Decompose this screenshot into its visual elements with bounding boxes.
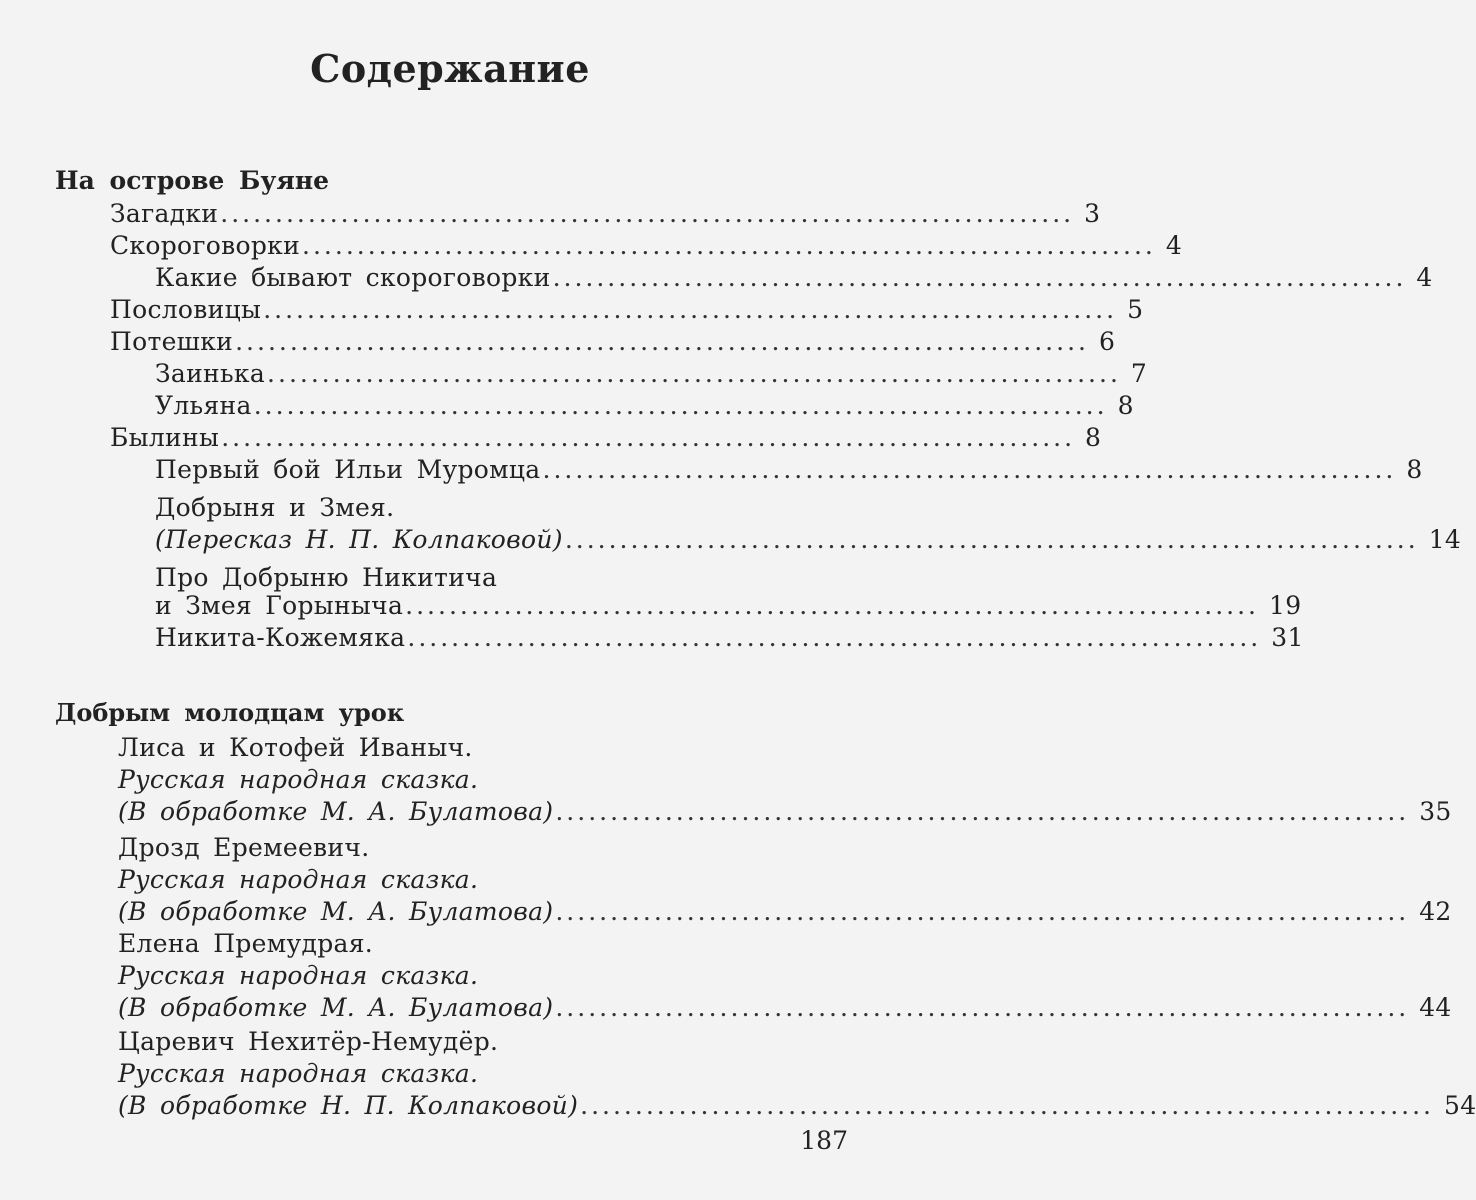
page-title: Содержание bbox=[310, 46, 590, 91]
entry-page: 4 bbox=[1416, 263, 1433, 292]
leader-dots: .............................................................................. bbox=[220, 199, 1075, 228]
page-number: 187 bbox=[800, 1126, 848, 1155]
entry-page: 8 bbox=[1085, 423, 1102, 452]
toc-entry bbox=[118, 992, 1452, 1024]
entry-page: 3 bbox=[1084, 199, 1101, 228]
leader-dots: .............................................................................. bbox=[407, 623, 1262, 652]
entry-title: Заинька bbox=[155, 359, 266, 388]
leader-dots: .............................................................................. bbox=[555, 797, 1410, 826]
entry-note: (В обработке М. А. Булатова) bbox=[118, 897, 554, 926]
entry-note: (В обработке Н. П. Колпаковой) bbox=[118, 1091, 579, 1120]
section-heading: На острове Буяне bbox=[55, 166, 330, 195]
entry-title: Никита-Кожемяка bbox=[155, 623, 406, 652]
entry-page: 6 bbox=[1098, 327, 1116, 356]
toc-entry bbox=[155, 262, 1433, 294]
toc-entry bbox=[118, 896, 1452, 928]
leader-dots: .............................................................................. bbox=[555, 993, 1410, 1022]
leader-dots: .............................................................................. bbox=[555, 897, 1410, 926]
toc-entry bbox=[110, 230, 1183, 262]
leader-dots: .............................................................................. bbox=[552, 263, 1407, 292]
leader-dots: .............................................................................. bbox=[253, 391, 1108, 420]
toc-entry bbox=[155, 524, 1462, 556]
leader-dots: .............................................................................. bbox=[221, 423, 1076, 452]
entry-title: Загадки bbox=[110, 199, 219, 228]
leader-dots: .............................................................................. bbox=[580, 1091, 1434, 1120]
entry-title: Первый бой Ильи Муромца bbox=[155, 455, 541, 484]
entry-title-line: Елена Премудрая. bbox=[118, 929, 374, 958]
entry-title-line: Лиса и Котофей Иваныч. bbox=[118, 733, 473, 762]
entry-page: 31 bbox=[1271, 623, 1304, 652]
entry-page: 4 bbox=[1165, 231, 1183, 260]
toc-entry bbox=[155, 454, 1423, 486]
entry-page: 35 bbox=[1419, 797, 1452, 826]
entry-title-line: Царевич Нехитёр-Немудёр. bbox=[118, 1027, 499, 1056]
toc-entry bbox=[110, 422, 1102, 454]
entry-note: (В обработке М. А. Булатова) bbox=[118, 993, 554, 1022]
section-heading: Добрым молодцам урок bbox=[55, 698, 405, 727]
entry-title: Потешки bbox=[110, 327, 234, 356]
toc-entry bbox=[155, 590, 1302, 622]
entry-page: 54 bbox=[1444, 1091, 1476, 1120]
entry-title: Пословицы bbox=[110, 295, 262, 324]
entry-page: 8 bbox=[1117, 391, 1134, 420]
entry-page: 7 bbox=[1130, 359, 1148, 388]
entry-page: 44 bbox=[1419, 993, 1452, 1022]
leader-dots: .............................................................................. bbox=[267, 359, 1121, 388]
toc-entry bbox=[118, 796, 1452, 828]
entry-title: Ульяна bbox=[155, 391, 252, 420]
entry-title-line: Про Добрыню Никитича bbox=[155, 563, 498, 592]
toc-entry bbox=[110, 326, 1116, 358]
entry-page: 8 bbox=[1406, 455, 1423, 484]
toc-entry bbox=[155, 358, 1148, 390]
entry-note: (В обработке М. А. Булатова) bbox=[118, 797, 554, 826]
entry-title: Скороговорки bbox=[110, 231, 301, 260]
entry-title-line: Дрозд Еремеевич. bbox=[118, 833, 370, 862]
entry-page: 5 bbox=[1127, 295, 1144, 324]
leader-dots: .............................................................................. bbox=[405, 591, 1260, 620]
leader-dots: .............................................................................. bbox=[564, 525, 1419, 554]
entry-subtitle: Русская народная сказка. bbox=[118, 865, 479, 894]
leader-dots: .............................................................................. bbox=[542, 455, 1397, 484]
leader-dots: .............................................................................. bbox=[263, 295, 1118, 324]
entry-title-line: Добрыня и Змея. bbox=[155, 493, 395, 522]
entry-subtitle: Русская народная сказка. bbox=[118, 1059, 479, 1088]
toc-entry bbox=[110, 198, 1101, 230]
entry-subtitle: (Пересказ Н. П. Колпаковой) bbox=[155, 525, 563, 554]
entry-page: 19 bbox=[1269, 591, 1302, 620]
entry-subtitle: Русская народная сказка. bbox=[118, 961, 479, 990]
toc-entry bbox=[155, 390, 1134, 422]
toc-entry bbox=[155, 622, 1304, 654]
entry-subtitle: Русская народная сказка. bbox=[118, 765, 479, 794]
entry-page: 42 bbox=[1419, 897, 1452, 926]
entry-title-line2: и Змея Горыныча bbox=[155, 591, 404, 620]
entry-title: Былины bbox=[110, 423, 220, 452]
toc-entry bbox=[118, 1090, 1476, 1122]
entry-title: Какие бывают скороговорки bbox=[155, 263, 551, 292]
leader-dots: .............................................................................. bbox=[235, 327, 1089, 356]
toc-entry bbox=[110, 294, 1144, 326]
leader-dots: .............................................................................. bbox=[302, 231, 1156, 260]
entry-page: 14 bbox=[1428, 525, 1462, 554]
